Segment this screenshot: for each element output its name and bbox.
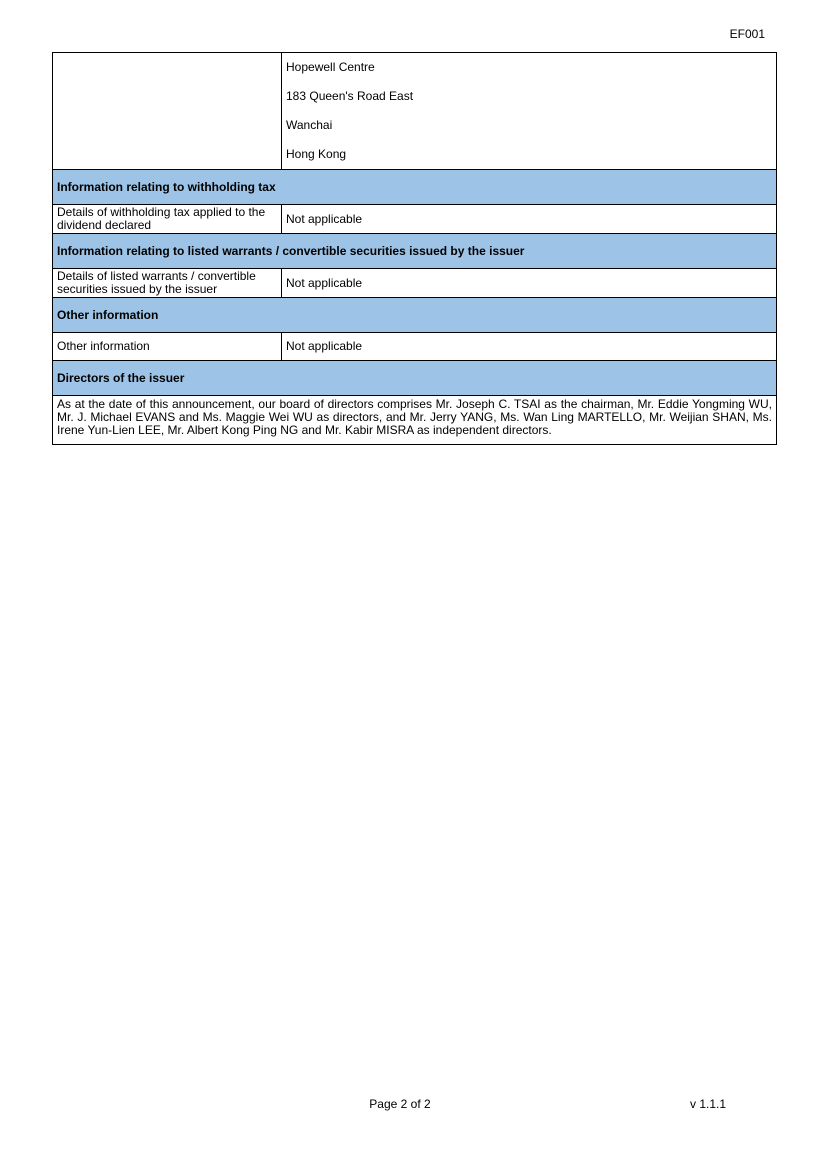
- form-code: EF001: [729, 27, 765, 41]
- field-value: Not applicable: [282, 333, 777, 361]
- section-header-withholding: [53, 170, 777, 205]
- section-title: Other information: [53, 298, 777, 333]
- section-title: Information relating to listed warrants / convertible securities issued by the issuer: [53, 234, 777, 269]
- address-row: [53, 53, 777, 170]
- section-header-directors: [53, 361, 777, 396]
- directors-text: As at the date of this announcement, our board of directors comprises Mr. Joseph C. TSAI as the chairman, Mr. Eddie Yongming WU, Mr. J. Michael EVANS and Ms. Maggie Wei WU as directors, and Mr. Jerry YANG, Ms. Wan Ling MARTELLO, Mr. Weijian SHAN, Ms. Irene Yun-Lien LEE, Mr. Albert Kong Ping NG and Mr. Kabir MISRA as independent directors.: [53, 396, 777, 445]
- field-label: Details of withholding tax applied to the dividend declared: [53, 205, 282, 234]
- address-value-cell: [282, 53, 777, 170]
- page-number: Page 2 of 2: [369, 1097, 431, 1111]
- field-label: Other information: [53, 333, 282, 361]
- directors-row: [53, 396, 777, 445]
- section-title: Information relating to withholding tax: [53, 170, 777, 205]
- warrants-row: [53, 269, 777, 298]
- withholding-row: [53, 205, 777, 234]
- section-header-other: [53, 298, 777, 333]
- version-label: v 1.1.1: [690, 1097, 727, 1111]
- address-line-2: 183 Queen's Road East: [286, 89, 414, 103]
- address-line-4: Hong Kong: [286, 147, 347, 161]
- address-label-cell: [53, 53, 282, 170]
- address-line-3: Wanchai: [286, 118, 333, 132]
- address-line-1: Hopewell Centre: [286, 60, 375, 74]
- field-value: Not applicable: [282, 205, 777, 234]
- other-info-row: [53, 333, 777, 361]
- section-title: Directors of the issuer: [53, 361, 777, 396]
- section-header-warrants: [53, 234, 777, 269]
- field-label: Details of listed warrants / convertible securities issued by the issuer: [53, 269, 282, 298]
- field-value: Not applicable: [282, 269, 777, 298]
- announcement-form-table: [52, 52, 777, 445]
